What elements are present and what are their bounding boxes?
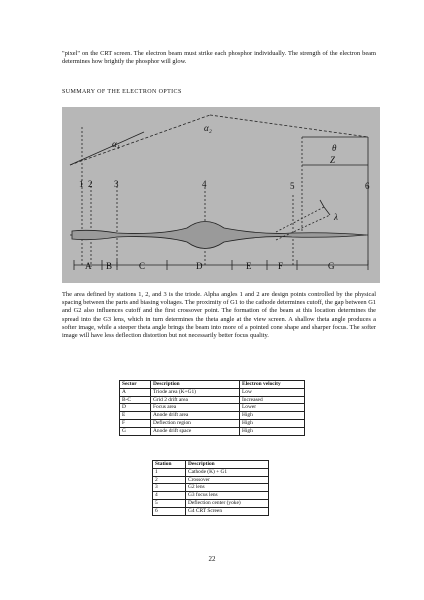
table-cell: F [120, 419, 151, 427]
table-cell: 3 [153, 484, 186, 492]
table-cell: 6 [153, 507, 186, 515]
sector-label-c: C [139, 261, 146, 271]
table-header: Description [151, 381, 240, 389]
station-label-1: 1 [79, 179, 84, 189]
table-header-row [120, 381, 305, 389]
table-cell: Anode drift area [151, 412, 240, 420]
table-row [153, 484, 269, 492]
table-cell: E [120, 412, 151, 420]
diagram-svg [62, 107, 380, 283]
theta-label: θ [332, 143, 337, 153]
z-dimension-label: Z [330, 155, 336, 165]
table-row [120, 388, 305, 396]
section-heading: SUMMARY OF THE ELECTRON OPTICS [62, 89, 182, 95]
table-cell: Anode drift space [151, 427, 240, 435]
table-header: Electron velocity [240, 381, 305, 389]
station-label-3: 3 [114, 179, 119, 189]
table-cell: G2 lens [186, 484, 269, 492]
table-row [120, 412, 305, 420]
lambda-label: λ [334, 212, 338, 222]
table-cell: G [120, 427, 151, 435]
table-cell: 1 [153, 468, 186, 476]
table-cell: D [120, 404, 151, 412]
table-cell: Deflection region [151, 419, 240, 427]
sector-label-a: A [85, 261, 92, 271]
sector-label-f: F [278, 261, 284, 271]
sector-label-e: E [246, 261, 252, 271]
table-cell: G3 focus lens [186, 492, 269, 500]
table-header-row [153, 461, 269, 469]
table-header: Description [186, 461, 269, 469]
alpha1-label: α₁ [112, 139, 120, 149]
electron-optics-diagram [62, 107, 380, 283]
table-row [153, 492, 269, 500]
table-cell: Grid 2 drift area [151, 396, 240, 404]
table-cell: 5 [153, 499, 186, 507]
station-table [152, 460, 269, 516]
table-cell: A [120, 388, 151, 396]
table-cell: G4 CRT Screen [186, 507, 269, 515]
table-cell: Low [240, 388, 305, 396]
table-cell: Increased [240, 396, 305, 404]
table-row [153, 476, 269, 484]
station-label-6: 6 [365, 181, 370, 191]
table-cell: 4 [153, 492, 186, 500]
sector-label-b: B [106, 261, 113, 271]
table-row [120, 404, 305, 412]
table-header: Station [153, 461, 186, 469]
table-cell: 2 [153, 476, 186, 484]
table-cell: Focus area [151, 404, 240, 412]
table-row [153, 507, 269, 515]
table-cell: High [240, 412, 305, 420]
sector-label-g: G [328, 261, 335, 271]
station-label-2: 2 [88, 179, 93, 189]
table-row [153, 499, 269, 507]
table-cell: Lower [240, 404, 305, 412]
station-label-5: 5 [290, 181, 295, 191]
intro-paragraph: "pixel" on the CRT screen. The electron beam must strike each phosphor individually. The strength of the electron beam determines how brightly the phosphor will glow. [62, 50, 376, 66]
table-cell: Crossover [186, 476, 269, 484]
table-row [120, 427, 305, 435]
table-cell: Triode area (K+G1) [151, 388, 240, 396]
table-cell: B-C [120, 396, 151, 404]
table-header: Sector [120, 381, 151, 389]
table-row [120, 396, 305, 404]
page-number: 22 [208, 555, 216, 563]
table-cell: High [240, 419, 305, 427]
sector-table [119, 380, 305, 436]
sector-label-d: D [196, 261, 203, 271]
triode-paragraph: The area defined by stations 1, 2, and 3 is the triode. Alpha angles 1 and 2 are design points controlled by the physical spacing between the parts and biasing voltages. The proximity of G1 to the cathode determines cutoff, the gap between G1 and G2 also influences cutoff and the first crossover point. The formation of the beam at this location determines the spread into the G3 lens, which in turn determines the theta angle at the view screen. A shallow theta angle produces a softer image, while a steeper theta angle brings the beam into more of a pointed cone shape and sharper focus. The softer image will have less deflection distortion but not necessarily better focus quality. [62, 291, 376, 340]
alpha2-label: α₂ [204, 123, 212, 133]
table-cell: Deflection center (yoke) [186, 499, 269, 507]
table-row [153, 468, 269, 476]
table-cell: High [240, 427, 305, 435]
table-cell: Cathode (K) + G1 [186, 468, 269, 476]
station-label-4: 4 [202, 179, 207, 189]
table-row [120, 419, 305, 427]
